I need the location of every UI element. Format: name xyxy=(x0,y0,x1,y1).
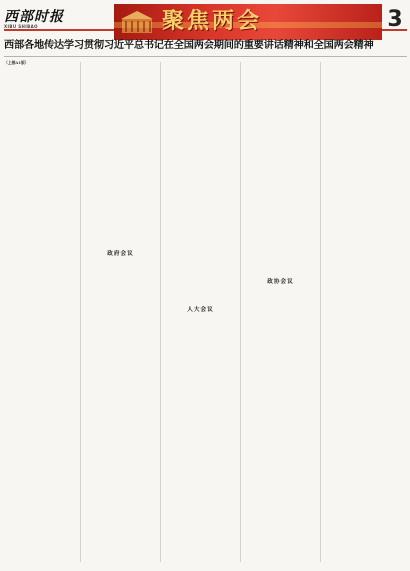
column-divider xyxy=(160,62,161,562)
paper-name-en: XIBU SHIBAO xyxy=(4,24,38,29)
banner-title: 聚焦两会 xyxy=(162,9,263,34)
headline-rule xyxy=(4,56,407,57)
section-title-gansu: 政府会议 xyxy=(107,251,134,257)
column-divider xyxy=(240,62,241,562)
article-column-4 xyxy=(244,60,317,566)
section-banner xyxy=(114,4,382,40)
column-divider xyxy=(320,62,321,562)
article-column-2 xyxy=(84,60,157,566)
article-byline: （上接A1版） xyxy=(4,60,29,65)
paper-name: 西部时报 xyxy=(4,9,64,25)
section-title-npc: 人大会议 xyxy=(187,307,214,313)
column-spacer xyxy=(84,60,157,246)
paper-logo xyxy=(4,6,116,28)
column-spacer xyxy=(244,60,317,274)
section-title-cppcc: 政协会议 xyxy=(267,279,294,285)
page-number: 3 xyxy=(387,7,403,32)
article-column-1 xyxy=(4,60,77,566)
column-spacer xyxy=(164,60,237,302)
column-divider xyxy=(80,62,81,562)
article-column-5 xyxy=(324,60,406,566)
great-hall-icon xyxy=(120,9,154,35)
page-headline: 西部各地传达学习贯彻习近平总书记在全国两会期间的重要讲话精神和全国两会精神 xyxy=(4,40,374,51)
article-column-3 xyxy=(164,60,237,566)
